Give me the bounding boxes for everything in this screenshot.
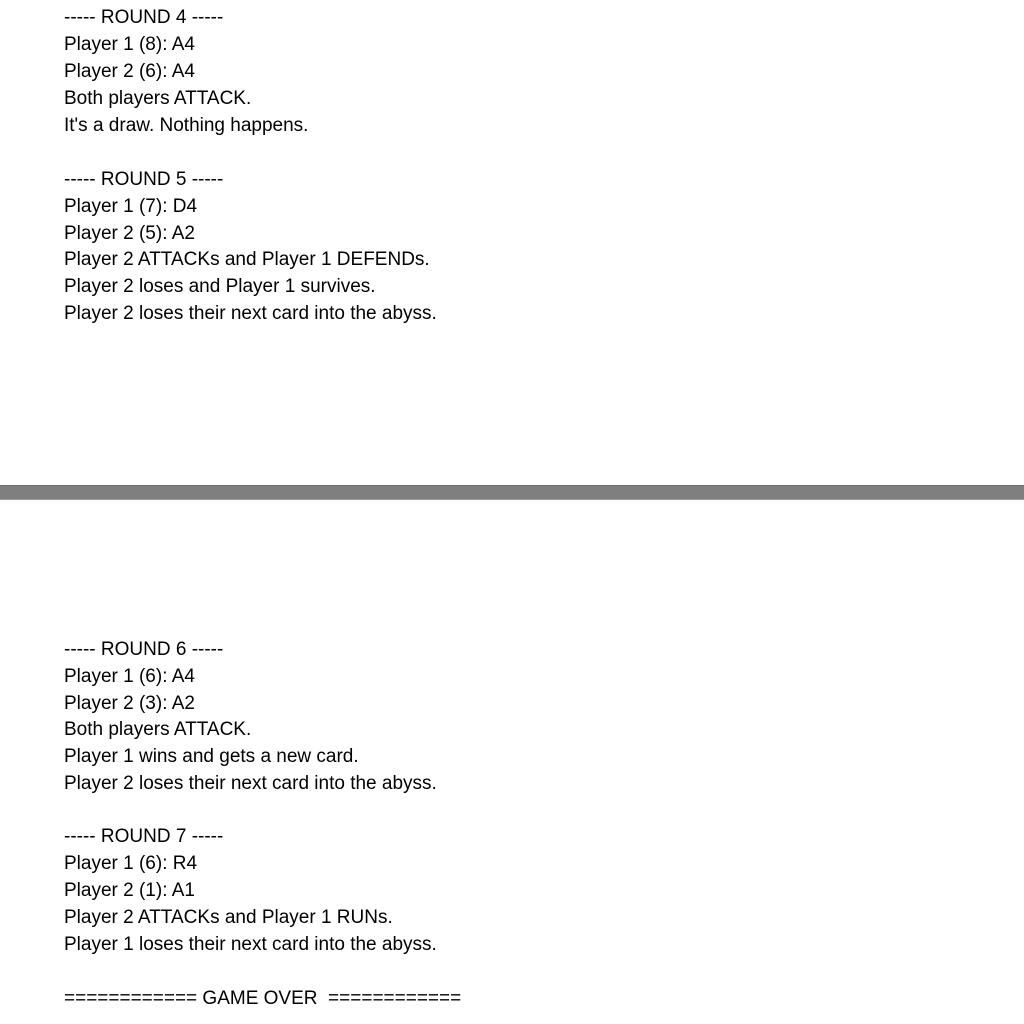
game-over-banner: ============ GAME OVER ============ — [64, 988, 462, 1009]
document-page-1 — [0, 0, 1024, 485]
round-6-player-2-card: Player 2 (3): A2 — [64, 693, 195, 714]
round-4-outcome: It's a draw. Nothing happens. — [64, 115, 309, 136]
round-6-penalty: Player 2 loses their next card into the abyss. — [64, 773, 437, 794]
round-7-player-2-card: Player 2 (1): A1 — [64, 880, 195, 901]
round-7-action: Player 2 ATTACKs and Player 1 RUNs. — [64, 907, 393, 928]
round-6-action: Both players ATTACK. — [64, 719, 252, 740]
round-6-header: ----- ROUND 6 ----- — [64, 639, 224, 660]
page-break-separator — [0, 485, 1024, 500]
round-7-player-1-card: Player 1 (6): R4 — [64, 853, 198, 874]
round-5-player-2-card: Player 2 (5): A2 — [64, 223, 195, 244]
round-4-player-2-card: Player 2 (6): A4 — [64, 61, 195, 82]
document-page-2 — [0, 500, 1024, 1024]
round-5-penalty: Player 2 loses their next card into the abyss. — [64, 303, 437, 324]
round-4-action: Both players ATTACK. — [64, 88, 252, 109]
round-5-outcome: Player 2 loses and Player 1 survives. — [64, 276, 376, 297]
round-7-penalty: Player 1 loses their next card into the abyss. — [64, 934, 437, 955]
round-6-outcome: Player 1 wins and gets a new card. — [64, 746, 359, 767]
round-5-player-1-card: Player 1 (7): D4 — [64, 196, 198, 217]
round-7-header: ----- ROUND 7 ----- — [64, 826, 224, 847]
round-5-action: Player 2 ATTACKs and Player 1 DEFENDs. — [64, 249, 430, 270]
round-4-header: ----- ROUND 4 ----- — [64, 7, 224, 28]
round-5-header: ----- ROUND 5 ----- — [64, 169, 224, 190]
round-6-player-1-card: Player 1 (6): A4 — [64, 666, 195, 687]
round-4-player-1-card: Player 1 (8): A4 — [64, 34, 195, 55]
